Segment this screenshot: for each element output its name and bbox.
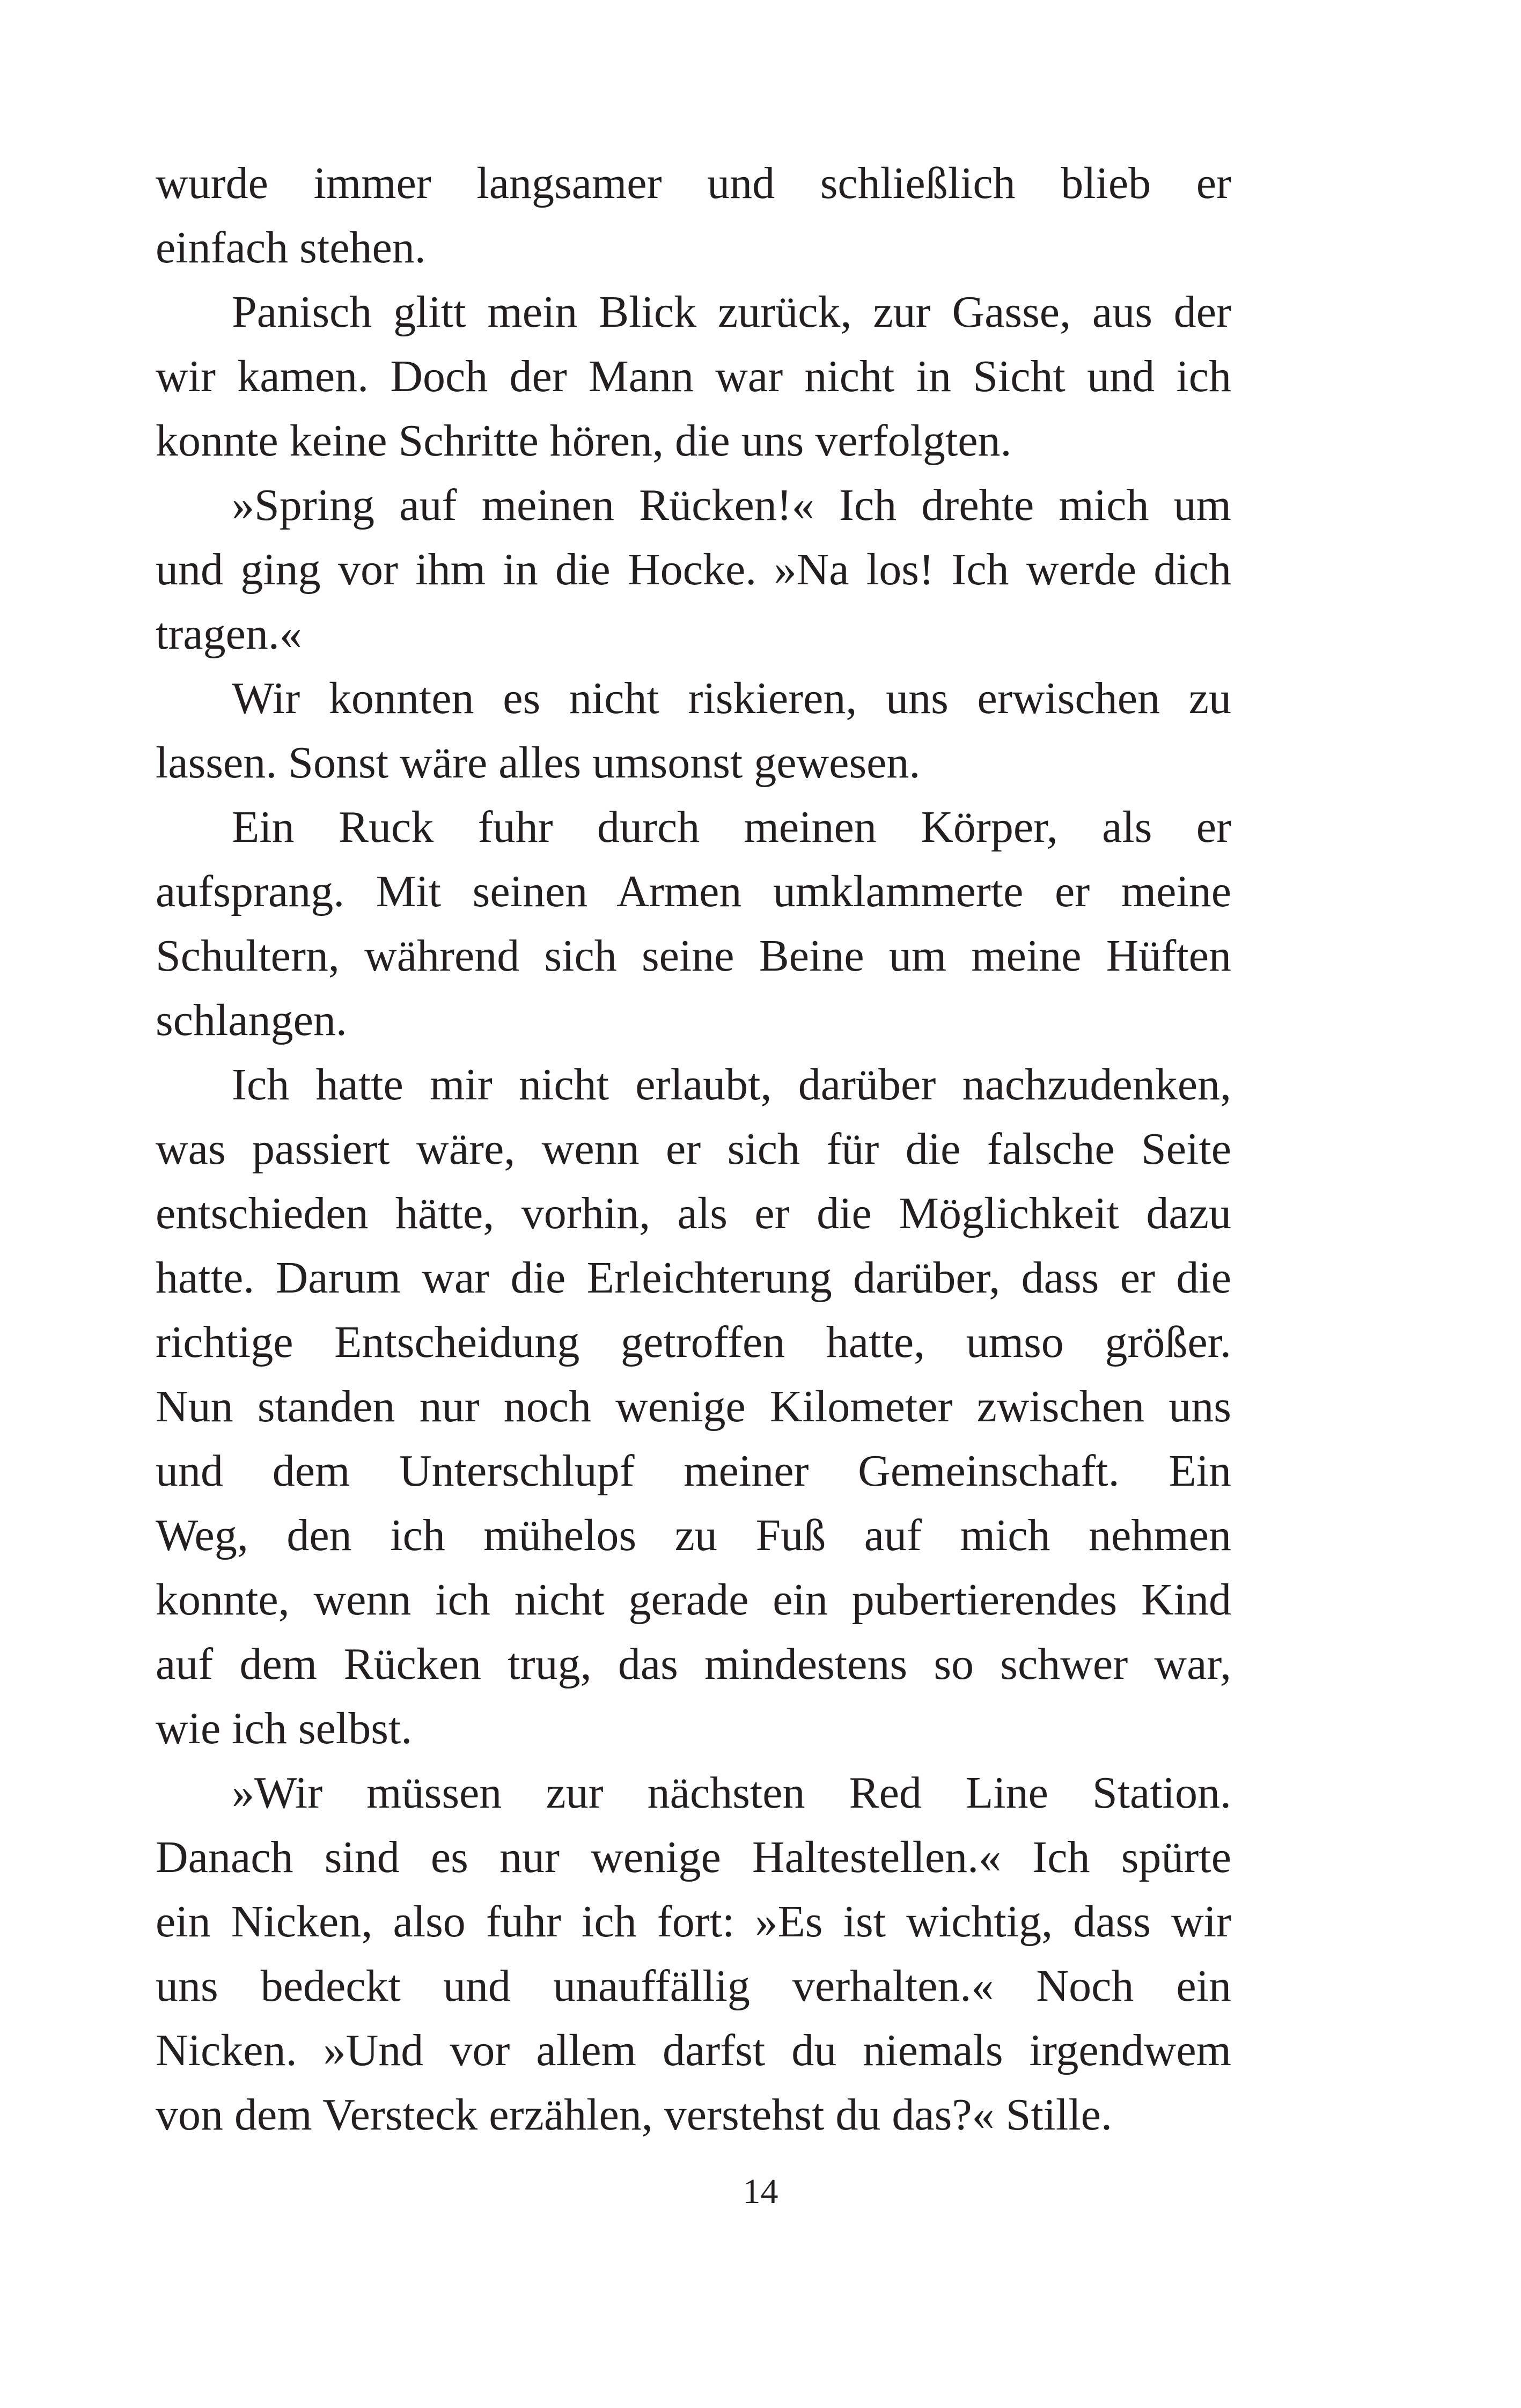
text-line: Panisch glitt mein Blick zurück, zur Gasse, aus der (232, 287, 1231, 337)
page-number: 14 (743, 2172, 778, 2211)
text-line: und dem Unterschlupf meiner Gemeinschaft. Ein (156, 1446, 1231, 1496)
paragraph (156, 666, 1231, 795)
text-line: konnte keine Schritte hören, die uns verfolgten. (156, 416, 1012, 466)
text-line: Ich hatte mir nicht erlaubt, darüber nachzudenken, (232, 1060, 1231, 1110)
text-line: konnte, wenn ich nicht gerade ein pubertierendes Kind (156, 1575, 1231, 1625)
text-line: ein Nicken, also fuhr ich fort: »Es ist wichtig, dass wir (156, 1897, 1231, 1947)
text-line: Ein Ruck fuhr durch meinen Körper, als er (232, 802, 1231, 852)
text-line: aufsprang. Mit seinen Armen umklammerte er meine (156, 867, 1231, 916)
paragraph (156, 280, 1231, 473)
text-line: richtige Entscheidung getroffen hatte, umso größer. (156, 1317, 1231, 1367)
text-line: »Spring auf meinen Rücken!« Ich drehte mich um (232, 480, 1231, 530)
paragraph (156, 1053, 1231, 1761)
paragraph (156, 151, 1231, 280)
text-line: Nicken. »Und vor allem darfst du niemals irgendwem (156, 2025, 1231, 2075)
text-line: lassen. Sonst wäre alles umsonst gewesen. (156, 738, 921, 788)
text-line: hatte. Darum war die Erleichterung darüber, dass er die (156, 1253, 1231, 1303)
text-line: und ging vor ihm in die Hocke. »Na los! Ich werde dich (156, 545, 1231, 594)
body-text (156, 151, 1231, 2147)
paragraph (156, 1761, 1231, 2147)
text-line: wir kamen. Doch der Mann war nicht in Sicht und ich (156, 351, 1231, 401)
text-line: von dem Versteck erzählen, verstehst du das?« Stille. (156, 2090, 1112, 2140)
text-line: wie ich selbst. (156, 1704, 413, 1753)
text-line: entschieden hätte, vorhin, als er die Möglichkeit dazu (156, 1188, 1231, 1238)
text-line: »Wir müssen zur nächsten Red Line Station. (232, 1768, 1231, 1818)
text-line: Weg, den ich mühelos zu Fuß auf mich nehmen (156, 1510, 1231, 1560)
text-line: Schultern, während sich seine Beine um meine Hüften (156, 931, 1231, 981)
text-line: schlangen. (156, 995, 347, 1045)
text-line: Wir konnten es nicht riskieren, uns erwischen zu (232, 673, 1231, 723)
text-line: einfach stehen. (156, 223, 426, 273)
text-line: Danach sind es nur wenige Haltestellen.« Ich spürte (156, 1832, 1231, 1882)
text-line: was passiert wäre, wenn er sich für die falsche Seite (156, 1124, 1231, 1174)
text-line: tragen.« (156, 609, 302, 659)
text-line: Nun standen nur noch wenige Kilometer zwischen uns (156, 1382, 1231, 1431)
paragraph (156, 795, 1231, 1053)
text-line: auf dem Rücken trug, das mindestens so schwer war, (156, 1639, 1231, 1689)
text-line: uns bedeckt und unauffällig verhalten.« Noch ein (156, 1961, 1231, 2011)
text-line: wurde immer langsamer und schließlich blieb er (156, 158, 1231, 208)
paragraph (156, 473, 1231, 666)
